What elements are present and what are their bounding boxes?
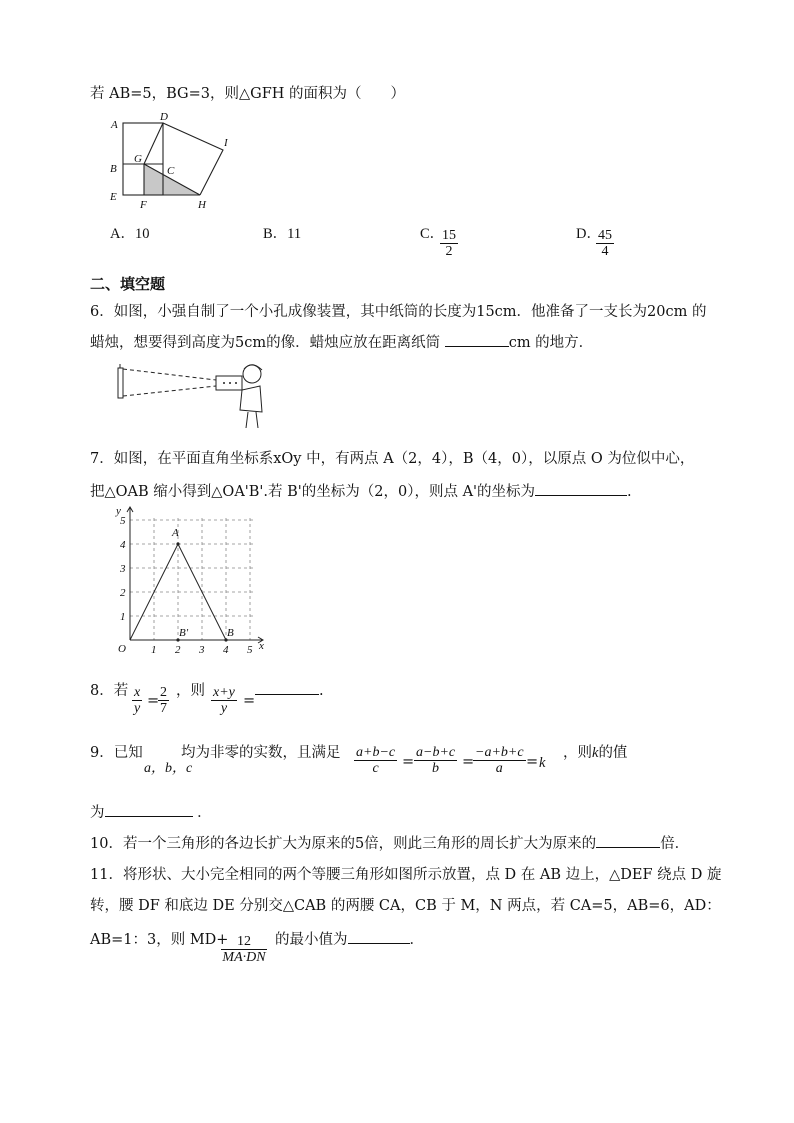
q11-line2: 转，腰 DF 和底边 DE 分别交△CAB 的两腰 CA，CB 于 M，N 两点，若 CA=5，AB=6，AD： xyxy=(90,898,721,914)
label-a: A xyxy=(111,119,118,131)
origin-label: O xyxy=(118,643,126,655)
y-tick-4: 4 xyxy=(120,539,126,551)
q11-answer-blank[interactable] xyxy=(348,943,410,944)
q9-fraction-3: $\frac{-a+b+c}{a}$ xyxy=(475,745,524,776)
option-c-label: C． xyxy=(420,226,445,242)
x-tick-4: 4 xyxy=(223,644,229,656)
x-axis-label: x xyxy=(259,640,264,652)
q7-line1: 7．如图，在平面直角坐标系xOy 中，有两点 A（2，4），B（4，0），以原点 O 为位似中心， xyxy=(90,451,695,467)
q9-equals-2: = xyxy=(462,754,475,770)
q9-equals-1: = xyxy=(402,754,415,770)
label-b: B xyxy=(110,163,117,175)
q9-suffix: ，则k的值 xyxy=(563,745,628,761)
q8-equals-2: = xyxy=(243,693,256,709)
q8-fraction-xy-y: $\frac{x+y}{y}$ xyxy=(213,685,235,716)
y-tick-5: 5 xyxy=(120,515,126,527)
q11-line3a: AB=1：3，则 MD+ xyxy=(90,932,229,948)
x-tick-3: 3 xyxy=(199,644,205,656)
point-bprime-label: B' xyxy=(179,627,189,639)
q6-pinhole-figure xyxy=(112,362,272,430)
x-tick-2: 2 xyxy=(175,644,181,656)
option-d-label: D． xyxy=(576,226,601,242)
q8-mid: ，则 xyxy=(176,683,205,699)
q9-prefix: 9．已知 xyxy=(90,745,143,761)
y-tick-1: 1 xyxy=(120,611,126,623)
q8-prefix: 8．若 xyxy=(90,683,129,699)
y-tick-3: 3 xyxy=(120,563,126,575)
option-a: A．10 xyxy=(110,226,150,242)
point-b-label: B xyxy=(227,627,234,639)
q9-line2: 为 ． xyxy=(90,805,212,821)
q8-answer-blank[interactable] xyxy=(255,694,319,695)
q5-figure xyxy=(100,110,250,210)
q8-fraction-x-y: $\frac{x}{y}$ xyxy=(134,685,141,716)
q9-equals-3: = xyxy=(526,754,539,770)
q8-fraction-2-7: $\frac{2}{7}$ xyxy=(160,685,167,716)
label-f: F xyxy=(140,199,147,210)
x-tick-1: 1 xyxy=(151,644,157,656)
label-g: G xyxy=(134,153,142,165)
option-c-fraction: $\frac{15}{2}$ xyxy=(442,228,456,259)
x-tick-5: 5 xyxy=(247,644,253,656)
q11-line3b: 的最小值为 ． xyxy=(275,932,424,948)
label-i: I xyxy=(224,137,228,149)
y-axis-label: y xyxy=(116,505,121,517)
label-d: D xyxy=(160,111,168,123)
label-e: E xyxy=(110,191,117,203)
q10-answer-blank[interactable] xyxy=(596,847,660,848)
q6-line1: 6．如图，小强自制了一个小孔成像装置，其中纸筒的长度为15cm．他准备了一支长为20cm 的 xyxy=(90,304,707,320)
label-h: H xyxy=(198,199,206,210)
q11-fraction: $\frac{12}{MA\cdot DN}$ xyxy=(222,934,266,965)
q7-answer-blank[interactable] xyxy=(535,495,627,496)
q7-line2: 把△OAB 缩小得到△OA'B'.若 B'的坐标为（2，0），则点 A'的坐标为 . xyxy=(90,484,632,500)
candle xyxy=(118,368,123,398)
label-c: C xyxy=(167,165,175,177)
section-title: 二、填空题 xyxy=(90,275,166,293)
q9-variables: a，b，c xyxy=(144,761,193,776)
q9-mid: 均为非零的实数，且满足 xyxy=(181,745,341,761)
y-tick-2: 2 xyxy=(120,587,126,599)
point-a-label: A xyxy=(172,527,179,539)
q10-line: 10．若一个三角形的各边长扩大为原来的5倍，则此三角形的周长扩大为原来的 倍． xyxy=(90,836,690,852)
q7-coordinate-graph xyxy=(108,502,278,660)
option-b: B．11 xyxy=(263,226,302,242)
q9-fraction-1: $\frac{a+b-c}{c}$ xyxy=(356,745,396,776)
q9-fraction-2: $\frac{a-b+c}{b}$ xyxy=(416,745,456,776)
q9-k: k xyxy=(539,755,546,771)
q8-answer: . xyxy=(255,683,324,699)
q11-line1: 11．将形状、大小完全相同的两个等腰三角形如图所示放置，点 D 在 AB 边上，△DEF 绕点 D 旋 xyxy=(90,867,722,883)
option-d-fraction: $\frac{45}{4}$ xyxy=(598,228,612,259)
q6-line2: 蜡烛，想要得到高度为5cm的像．蜡烛应放在距离纸筒 cm 的地方． xyxy=(90,335,594,351)
q6-answer-blank[interactable] xyxy=(445,346,509,347)
q8-equals-1: = xyxy=(147,693,160,709)
q5-stem: 若 AB=5，BG=3，则△GFH 的面积为（ ） xyxy=(90,86,406,102)
q9-answer-blank[interactable] xyxy=(105,816,193,817)
